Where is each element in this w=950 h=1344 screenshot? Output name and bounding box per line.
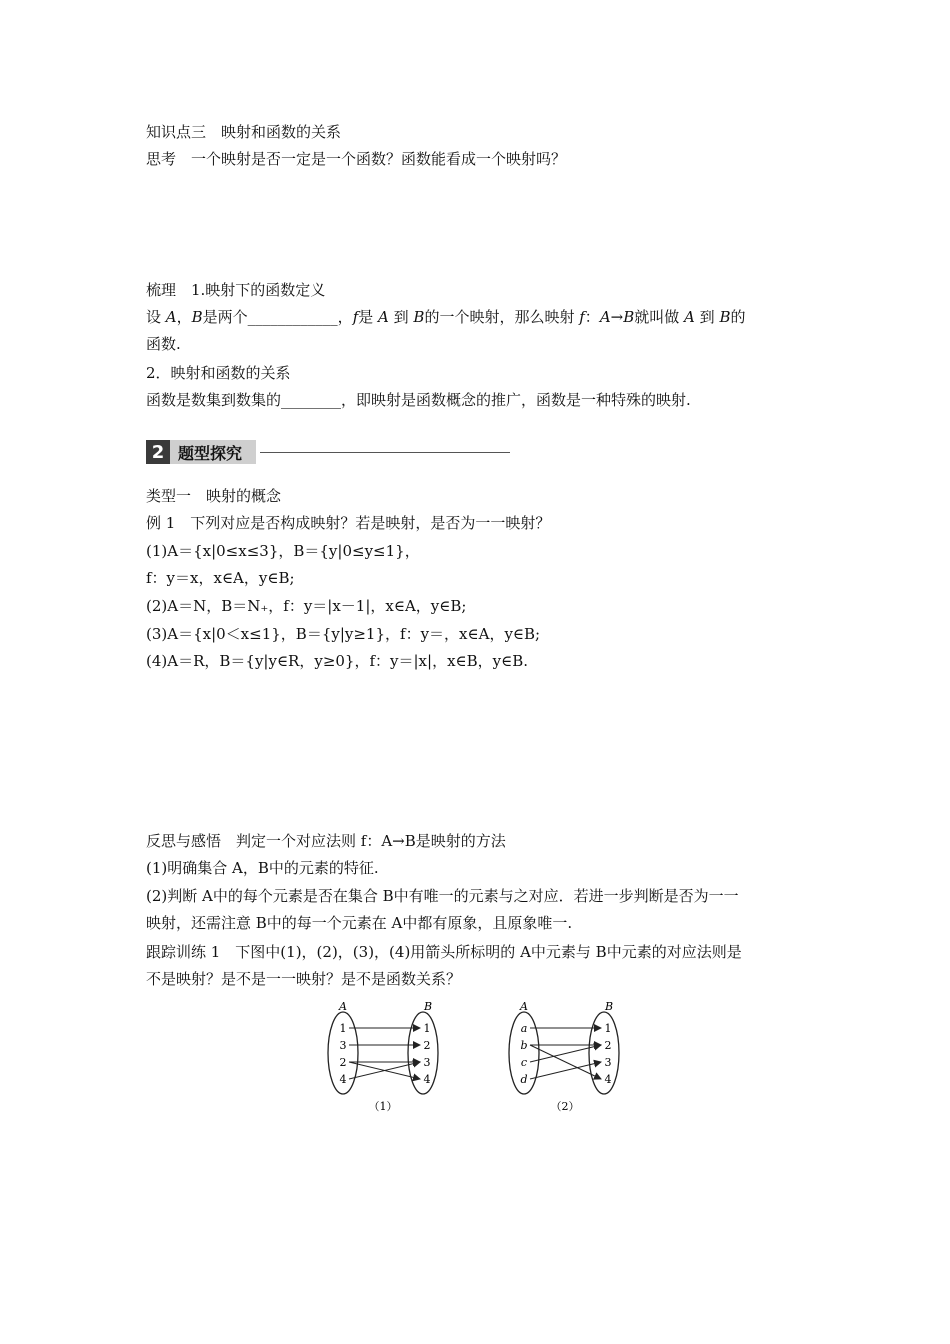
think-question: 思考 一个映射是否一定是一个函数？函数能看成一个映射吗？ (146, 150, 567, 168)
set-a-element: 2 (339, 1056, 347, 1069)
track-training-2: 不是映射？是不是一一映射？是不是函数关系？ (146, 970, 462, 988)
example-item-3: (3)A＝{x|0＜x≤1}，B＝{y|y≥1}，f：y＝，x∈A，y∈B; (146, 625, 541, 643)
set-a-element: a (520, 1022, 528, 1035)
set-a-element: c (520, 1056, 528, 1069)
set-a-element: 3 (339, 1039, 347, 1052)
summary-heading: 梳理 1.映射下的函数定义 (146, 281, 326, 299)
set-b-element: 3 (604, 1056, 612, 1069)
reflect-1: (1)明确集合 A，B中的元素的特征. (146, 859, 379, 877)
example-item-4: (4)A＝R，B＝{y|y∈R，y≥0}，f：y＝|x|，x∈B，y∈B. (146, 652, 529, 670)
set-b-element: 1 (604, 1022, 612, 1035)
example-1: 例 1 下列对应是否构成映射？若是映射，是否为一一映射？ (146, 514, 551, 532)
summary-heading-2: 2．映射和函数的关系 (146, 364, 291, 382)
set-a-element: 4 (339, 1073, 347, 1086)
example-item-2: (2)A＝N，B＝N₊，f：y＝|x－1|，x∈A，y∈B; (146, 597, 467, 615)
type-title: 类型一 映射的概念 (146, 487, 282, 505)
mapping-diagram-1 (328, 1000, 438, 1113)
set-a-element: b (520, 1039, 528, 1052)
reflect-title: 反思与感悟 判定一个对应法则 f：A→B是映射的方法 (146, 832, 506, 850)
diagram-caption: （2） (550, 1100, 580, 1113)
mapping-diagram-2 (509, 1000, 619, 1113)
example-item-1b: f：y＝x，x∈A，y∈B; (146, 569, 295, 587)
example-item-1: (1)A＝{x|0≤x≤3}，B＝{y|0≤y≤1}， (146, 542, 420, 560)
diagram-caption: （1） (368, 1100, 398, 1113)
arrow (530, 1045, 601, 1062)
section-title: 题型探究 (170, 440, 256, 464)
summary-relation: 函数是数集到数集的________，即映射是函数概念的推广，函数是一种特殊的映射. (146, 391, 691, 409)
set-b-element: 1 (423, 1022, 431, 1035)
set-a-element: 1 (339, 1022, 347, 1035)
track-training-1: 跟踪训练 1 下图中(1)，(2)，(3)，(4)用箭头所标明的 A中元素与 B中元素的对应法则是 (146, 943, 742, 961)
summary-definition: 设 A，B是两个____________，f是 A 到 B的一个映射，那么映射 f：A→B就叫做 A 到 B的 (146, 308, 746, 326)
summary-definition-end: 函数. (146, 335, 181, 353)
set-b-element: 4 (423, 1073, 431, 1086)
set-b-element: 3 (423, 1056, 431, 1069)
arrow (530, 1045, 601, 1079)
set-b-element: 2 (604, 1039, 612, 1052)
set-a-label: A (339, 1000, 347, 1013)
set-b-label: B (423, 1000, 433, 1013)
set-a-element: d (520, 1073, 528, 1086)
set-a-label: A (520, 1000, 528, 1013)
set-b-label: B (604, 1000, 614, 1013)
reflect-3: 映射，还需注意 B中的每一个元素在 A中都有原象，且原象唯一. (146, 914, 573, 932)
set-b-element: 4 (604, 1073, 612, 1086)
knowledge-point-title: 知识点三 映射和函数的关系 (146, 123, 342, 141)
reflect-2: (2)判断 A中的每个元素是否在集合 B中有唯一的元素与之对应．若进一步判断是否为一一 (146, 887, 739, 905)
set-b-element: 2 (423, 1039, 431, 1052)
section-number: 2 (146, 440, 170, 464)
